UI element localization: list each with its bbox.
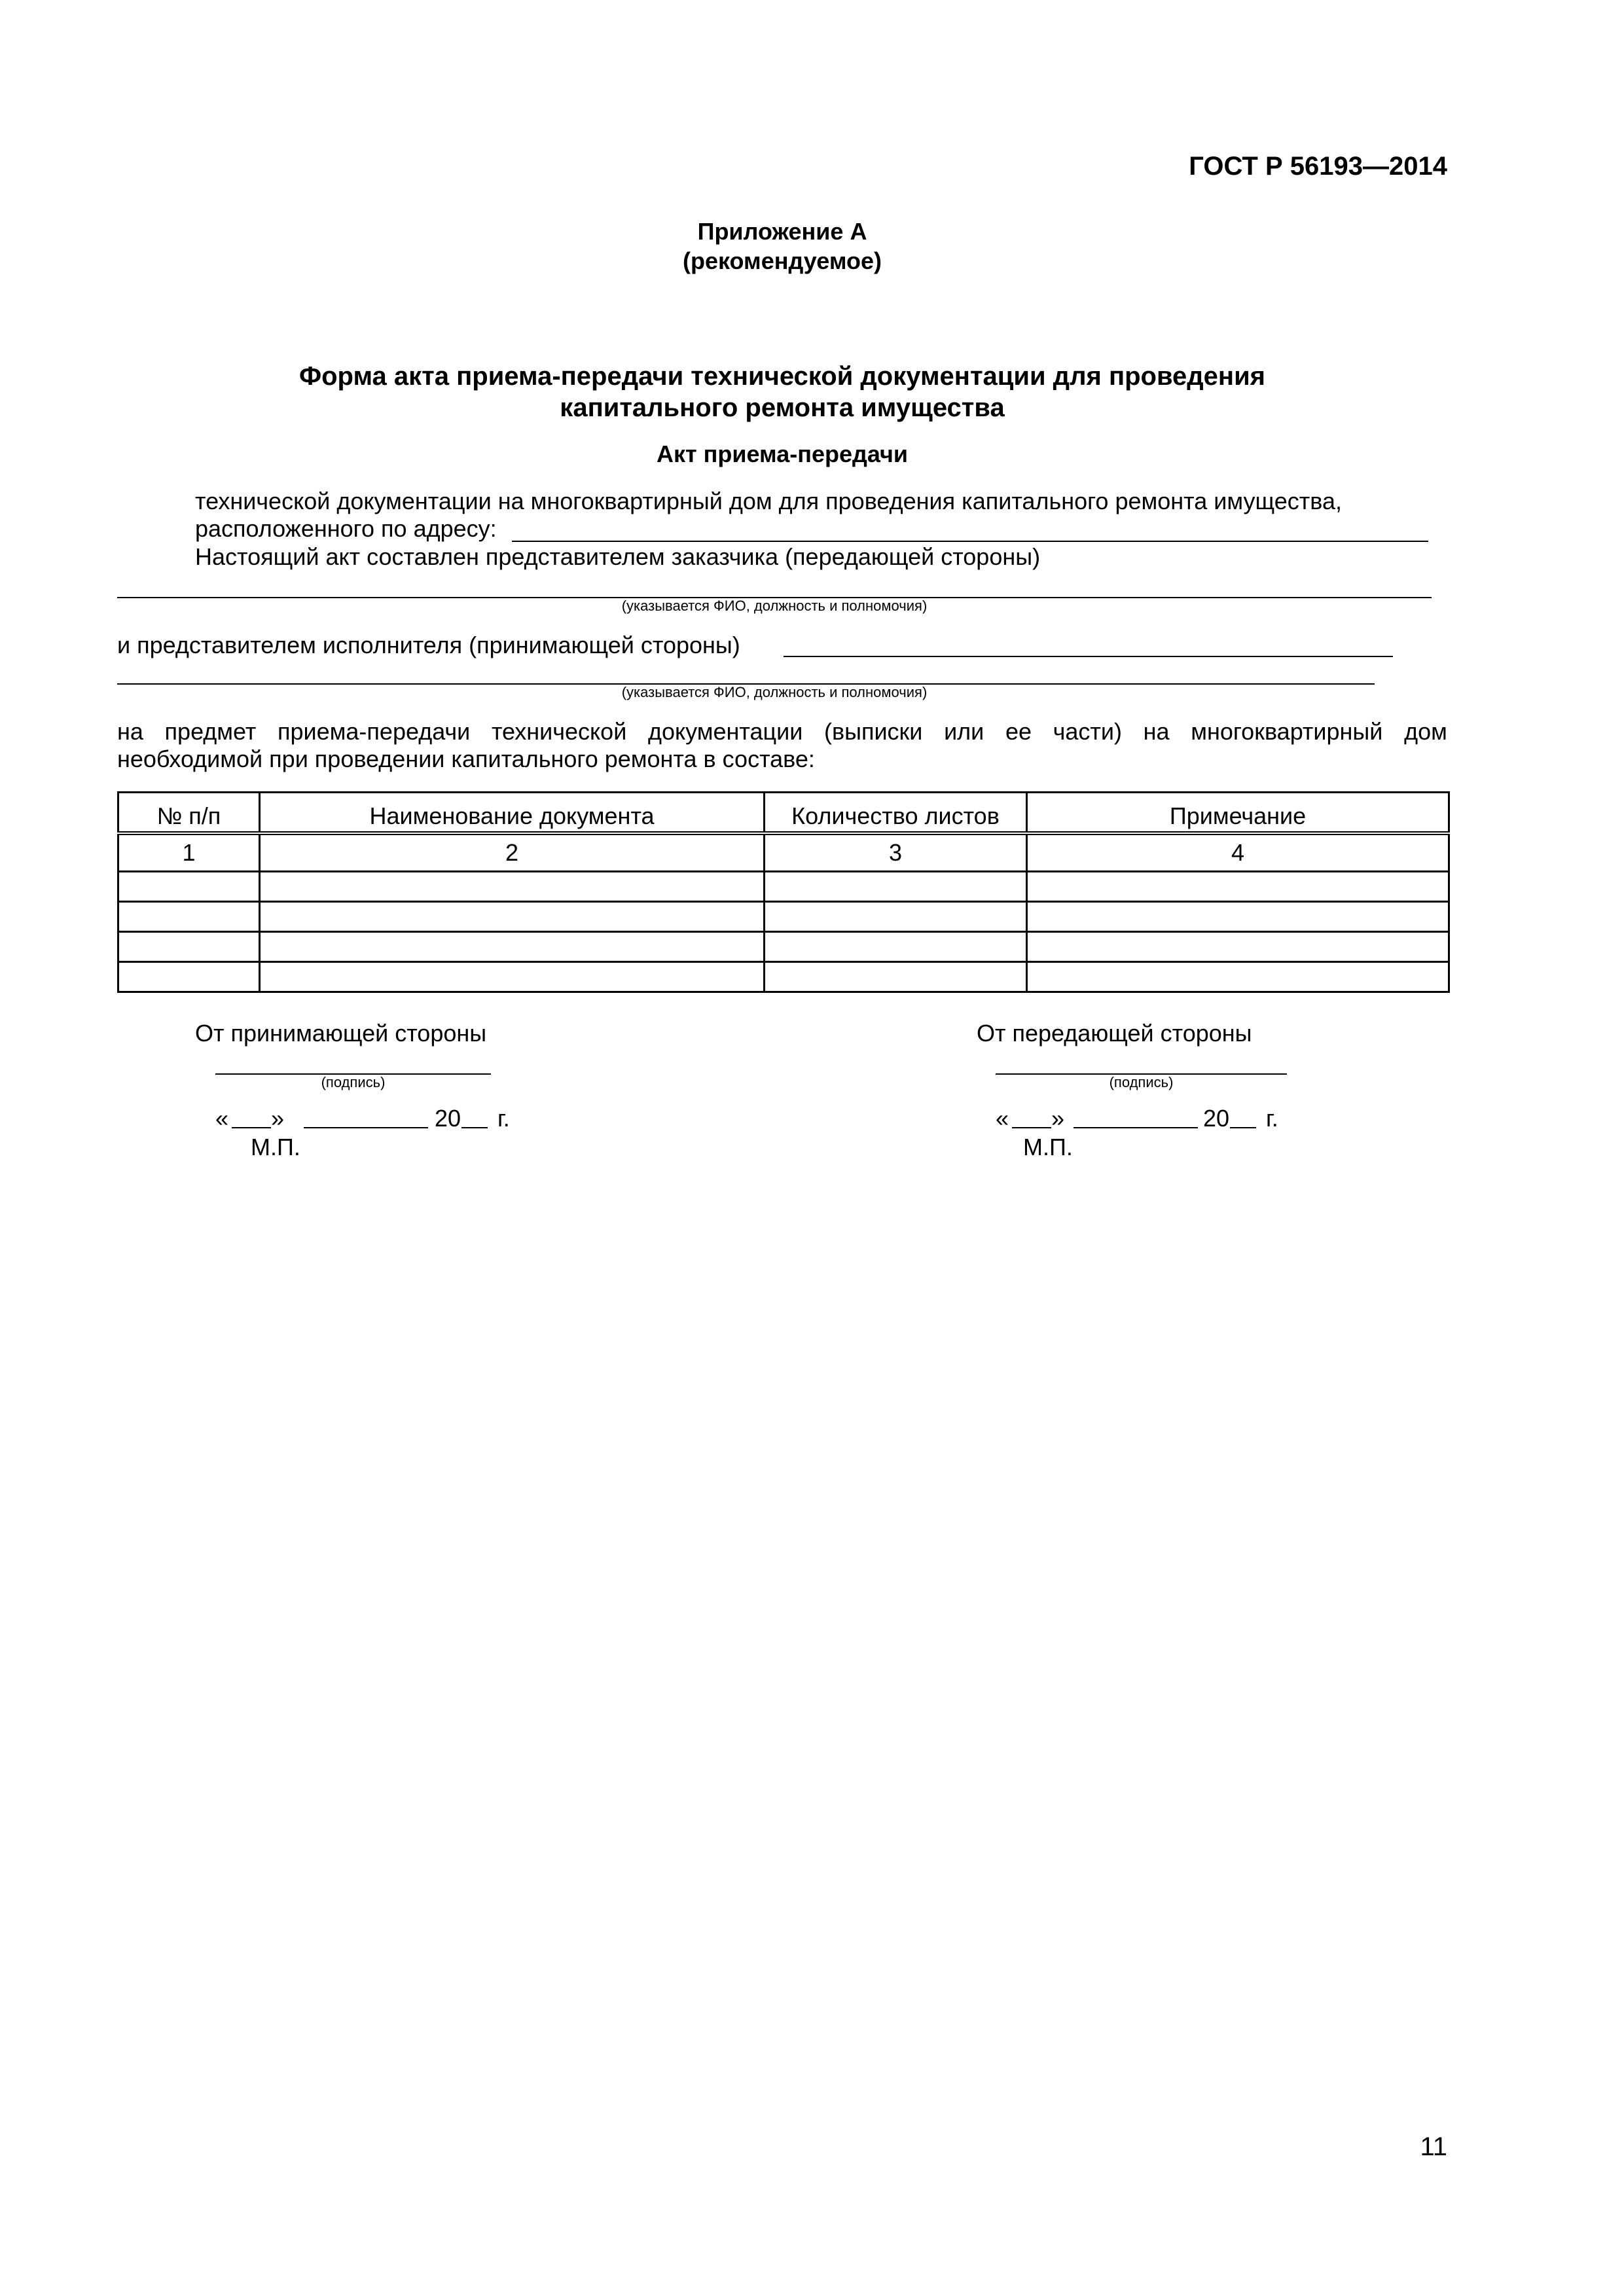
sender-year-line — [1230, 1127, 1256, 1128]
sender-day-line — [1012, 1127, 1051, 1128]
sender-date-close: » — [1051, 1105, 1065, 1132]
subject-word: ее — [1005, 718, 1032, 745]
table-cell: 1 — [118, 833, 260, 872]
act-title: Акт приема-передачи — [656, 440, 908, 467]
receiver-day-line — [232, 1127, 271, 1128]
annex-title: Приложение А — [697, 218, 867, 245]
table-header-row — [118, 793, 1449, 834]
subject-word: на — [1143, 718, 1170, 745]
subject-word: документации — [647, 718, 803, 745]
contractor-field-line-1 — [784, 656, 1393, 657]
sender-signature-hint: (подпись) — [1109, 1074, 1174, 1090]
sender-year-suffix: г. — [1266, 1105, 1278, 1132]
table-cell — [118, 872, 260, 902]
subject-word: части) — [1053, 718, 1122, 745]
table-cell — [1027, 932, 1449, 962]
table-cell — [765, 962, 1027, 992]
table-cell: 3 — [765, 833, 1027, 872]
subject-word: дом — [1404, 718, 1447, 745]
table-cell — [260, 932, 765, 962]
table-header-cell: Количество листов — [765, 793, 1027, 834]
subject-line2: необходимой при проведении капитального ремонта в составе: — [117, 745, 815, 772]
sender-label: От передающей стороны — [977, 1020, 1252, 1047]
receiver-date-close: » — [271, 1105, 285, 1132]
table-cell — [1027, 902, 1449, 932]
table-cell — [118, 902, 260, 932]
table-column-number-row — [118, 833, 1449, 872]
sender-month-line — [1074, 1127, 1198, 1128]
receiver-month-line — [304, 1127, 428, 1128]
table-header-cell: Наименование документа — [260, 793, 765, 834]
sender-year-prefix: 20 — [1203, 1105, 1230, 1132]
intro-line3: Настоящий акт составлен представителем заказчика (передающей стороны) — [195, 543, 1041, 570]
document-code: ГОСТ Р 56193—2014 — [1189, 152, 1447, 181]
address-field-line — [512, 541, 1428, 542]
table-cell — [118, 962, 260, 992]
subject-word: (выписки — [823, 718, 923, 745]
table-cell — [765, 932, 1027, 962]
receiver-year-suffix: г. — [497, 1105, 510, 1132]
table-header-cell: № п/п — [118, 793, 260, 834]
form-title-line2: капитального ремонта имущества — [560, 393, 1005, 422]
table-row — [118, 872, 1449, 902]
documents-table — [117, 791, 1450, 993]
sender-stamp-place: М.П. — [1023, 1134, 1073, 1160]
table-cell — [765, 902, 1027, 932]
annex-status: (рекомендуемое) — [683, 247, 882, 274]
intro-line1: технической документации на многоквартирный дом для проведения капитального ремонта имущества, — [195, 488, 1342, 514]
subject-line1 — [117, 718, 1447, 745]
contractor-field-hint: (указывается ФИО, должность и полномочия) — [621, 684, 928, 700]
page-number: 11 — [1420, 2132, 1447, 2161]
subject-word: технической — [491, 718, 627, 745]
sender-date-open: « — [996, 1105, 1009, 1132]
table-row — [118, 932, 1449, 962]
table-cell: 4 — [1027, 833, 1449, 872]
table-cell — [118, 932, 260, 962]
receiver-year-prefix: 20 — [435, 1105, 461, 1132]
table-cell — [260, 902, 765, 932]
subject-word: приема-передачи — [278, 718, 471, 745]
receiver-label: От принимающей стороны — [195, 1020, 487, 1047]
table-cell — [260, 962, 765, 992]
subject-word: или — [944, 718, 984, 745]
table-row — [118, 962, 1449, 992]
table-header-cell: Примечание — [1027, 793, 1449, 834]
table-cell — [1027, 872, 1449, 902]
receiver-year-line — [461, 1127, 488, 1128]
table-row — [118, 902, 1449, 932]
table-cell — [260, 872, 765, 902]
receiver-signature-hint: (подпись) — [321, 1074, 386, 1090]
subject-word: предмет — [164, 718, 257, 745]
subject-word: на — [117, 718, 143, 745]
receiver-stamp-place: М.П. — [251, 1134, 300, 1160]
table-cell — [765, 872, 1027, 902]
table-cell: 2 — [260, 833, 765, 872]
table-cell — [1027, 962, 1449, 992]
intro-line2: расположенного по адресу: — [195, 515, 497, 542]
customer-field-hint: (указывается ФИО, должность и полномочия) — [621, 598, 928, 614]
subject-word: многоквартирный — [1191, 718, 1383, 745]
contractor-line-label: и представителем исполнителя (принимающей стороны) — [117, 632, 740, 658]
receiver-date-open: « — [215, 1105, 229, 1132]
form-title-line1: Форма акта приема-передачи технической документации для проведения — [298, 362, 1265, 391]
